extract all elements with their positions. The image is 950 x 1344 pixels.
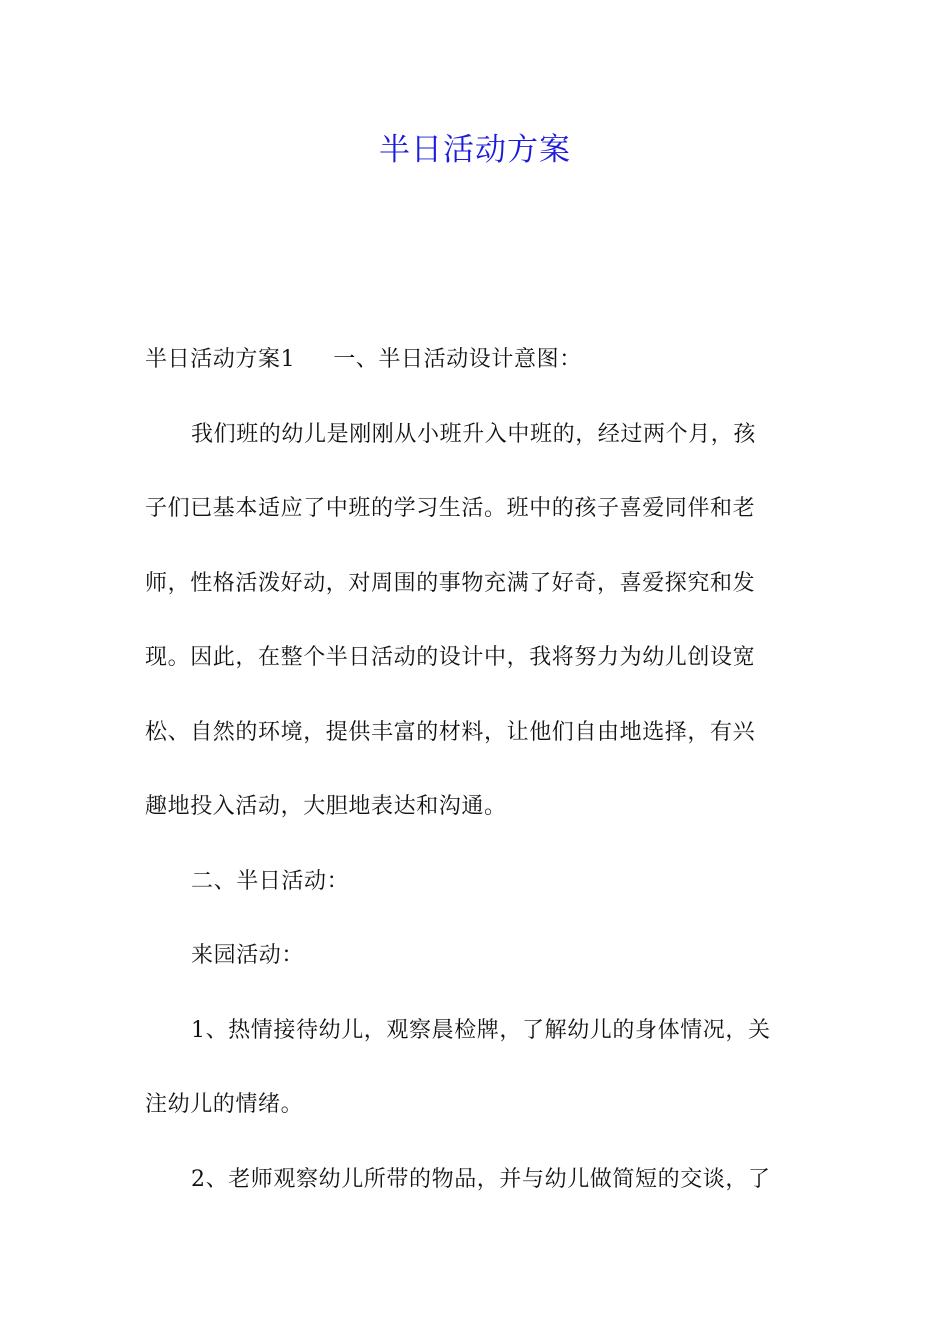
paragraph-line <box>145 338 807 413</box>
section-heading-activities: 二、半日活动： <box>191 868 350 894</box>
subsection-heading-arrival: 来园活动： <box>191 943 305 968</box>
document-title: 半日活动方案 <box>379 132 571 168</box>
list-item: 1、热情接待幼儿，观察晨检牌，了解幼儿的身体情况，关 <box>191 1017 771 1043</box>
paragraph-line: 子们已基本适应了中班的学习生活。班中的孩子喜爱同伴和老 <box>145 496 756 521</box>
paragraph-line: 松、自然的环境，提供丰富的材料，让他们自由地选择，有兴 <box>145 719 756 745</box>
paragraph-line: 我们班的幼儿是刚刚从小班升入中班的，经过两个月，孩 <box>191 421 757 447</box>
list-item: 2、老师观察幼儿所带的物品，并与幼儿做简短的交谈，了 <box>191 1166 771 1192</box>
section-heading-intent: 一、半日活动设计意图： <box>333 347 582 372</box>
paragraph-line: 师，性格活泼好动，对周围的事物充满了好奇，喜爱探究和发 <box>145 570 756 596</box>
paragraph-line: 注幼儿的情绪。 <box>145 1092 304 1117</box>
document-body <box>145 338 807 1232</box>
section-heading-plan: 半日活动方案1 <box>145 347 296 372</box>
paragraph-line: 趣地投入活动，大胆地表达和沟通。 <box>145 794 507 819</box>
paragraph-line: 现。因此，在整个半日活动的设计中，我将努力为幼儿创设宽 <box>145 645 756 670</box>
